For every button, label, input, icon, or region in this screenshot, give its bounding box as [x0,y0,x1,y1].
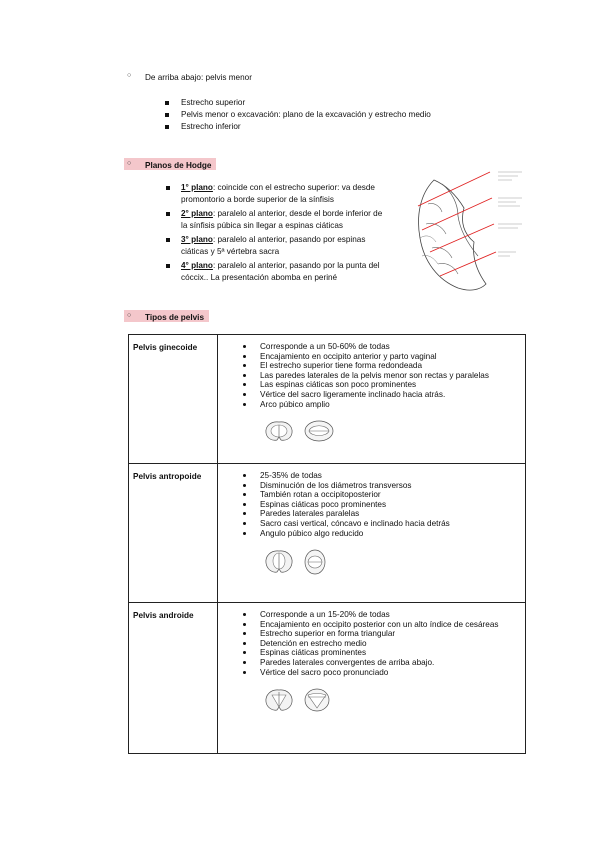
pelvis-desc-cell [218,335,526,464]
list-item: El estrecho superior tiene forma redondeada [260,361,525,371]
list-item [181,208,416,231]
hollow-bullet-icon: ○ [127,160,132,167]
hollow-bullet-icon: ○ [127,72,132,79]
list-item: También rotan a occipitoposterior [260,490,525,500]
square-bullet-icon [165,125,169,129]
hodge-list [181,182,416,292]
antropoide-inlet-image [303,548,327,576]
list-item [181,234,416,257]
list-item: Vértice del sacro ligeramente inclinado hacia atrás. [260,390,525,400]
ginecoide-inlet-image [303,419,335,443]
square-bullet-icon [166,186,170,190]
plane-text: la sínfisis púbica sin llegar a espinas ciáticas [181,220,344,230]
square-bullet-icon [165,101,169,105]
list-item: Estrecho superior en forma triangular [260,629,525,639]
list-item: Estrecho superior [181,98,246,107]
pelvis-name-cell: Pelvis androide [129,603,218,754]
list-item: Corresponde a un 15-20% de todas [260,610,525,620]
plane-text: : paralelo al anterior, pasando por espinas [212,235,366,244]
list-item: Angulo púbico algo reducido [260,529,525,539]
androide-pelvis-image [263,687,295,713]
list-item: Espinas ciáticas poco prominentes [260,500,525,510]
list-item: Espinas ciáticas prominentes [260,648,525,658]
section-heading-pelvis-menor: De arriba abajo: pelvis menor [145,73,252,82]
list-item: Estrecho inferior [181,122,241,131]
pelvis-desc-cell [218,464,526,603]
list-item: Sacro casi vertical, cóncavo e inclinado hacia detrás [260,519,525,529]
list-item [181,260,416,283]
table-row [129,335,526,464]
antropoide-pelvis-image [263,548,295,576]
list-item: Corresponde a un 50-60% de todas [260,342,525,352]
plane-label: 4° plano [181,261,213,270]
pelvis-types-table [128,334,526,754]
pelvis-illustrations [263,548,525,576]
square-bullet-icon [166,264,170,268]
square-bullet-icon [166,212,170,216]
list-item [181,182,416,205]
pelvis-desc-cell [218,603,526,754]
list-item: Paredes laterales paralelas [260,509,525,519]
plane-text: : paralelo al anterior, pasando por la punta del [212,261,380,270]
plane-text: : paralelo al anterior, desde el borde inferior de [212,209,383,218]
list-item: Las espinas ciáticas son poco prominentes [260,380,525,390]
pelvis-name-cell: Pelvis ginecoide [129,335,218,464]
plane-label: 3° plano [181,235,213,244]
list-item: Arco púbico amplio [260,400,525,410]
pelvis-illustrations [263,687,525,713]
table-row [129,464,526,603]
plane-text: : coincide con el estrecho superior: va desde [212,183,375,192]
list-item: 25-35% de todas [260,471,525,481]
list-item: Paredes laterales convergentes de arriba abajo. [260,658,525,668]
plane-text: ciáticas y 5ª vértebra sacra [181,246,280,256]
table-row [129,603,526,754]
ginecoide-pelvis-image [263,419,295,443]
hollow-bullet-icon: ○ [127,312,132,319]
square-bullet-icon [166,238,170,242]
section-heading-tipos: Tipos de pelvis [145,313,204,322]
androide-inlet-image [303,687,331,713]
plane-text: promontorio a borde superior de la sínfisis [181,194,334,204]
plane-label: 1° plano [181,183,213,192]
hodge-planes-diagram [412,164,524,298]
list-item: Encajamiento en occipito posterior con un alto índice de cesáreas [260,620,525,630]
list-item: Pelvis menor o excavación: plano de la excavación y estrecho medio [181,110,431,119]
list-item: Detención en estrecho medio [260,639,525,649]
pelvis-name-cell: Pelvis antropoide [129,464,218,603]
list-item: Encajamiento en occipito anterior y parto vaginal [260,352,525,362]
list-item: Vértice del sacro poco pronunciado [260,668,525,678]
square-bullet-icon [165,113,169,117]
plane-label: 2° plano [181,209,213,218]
list-item: Las paredes laterales de la pelvis menor son rectas y paralelas [260,371,525,381]
section-heading-hodge: Planos de Hodge [145,161,212,170]
pelvis-illustrations [263,419,525,443]
plane-text: cóccix.. La presentación abomba en periné [181,272,338,282]
list-item: Disminución de los diámetros transversos [260,481,525,491]
